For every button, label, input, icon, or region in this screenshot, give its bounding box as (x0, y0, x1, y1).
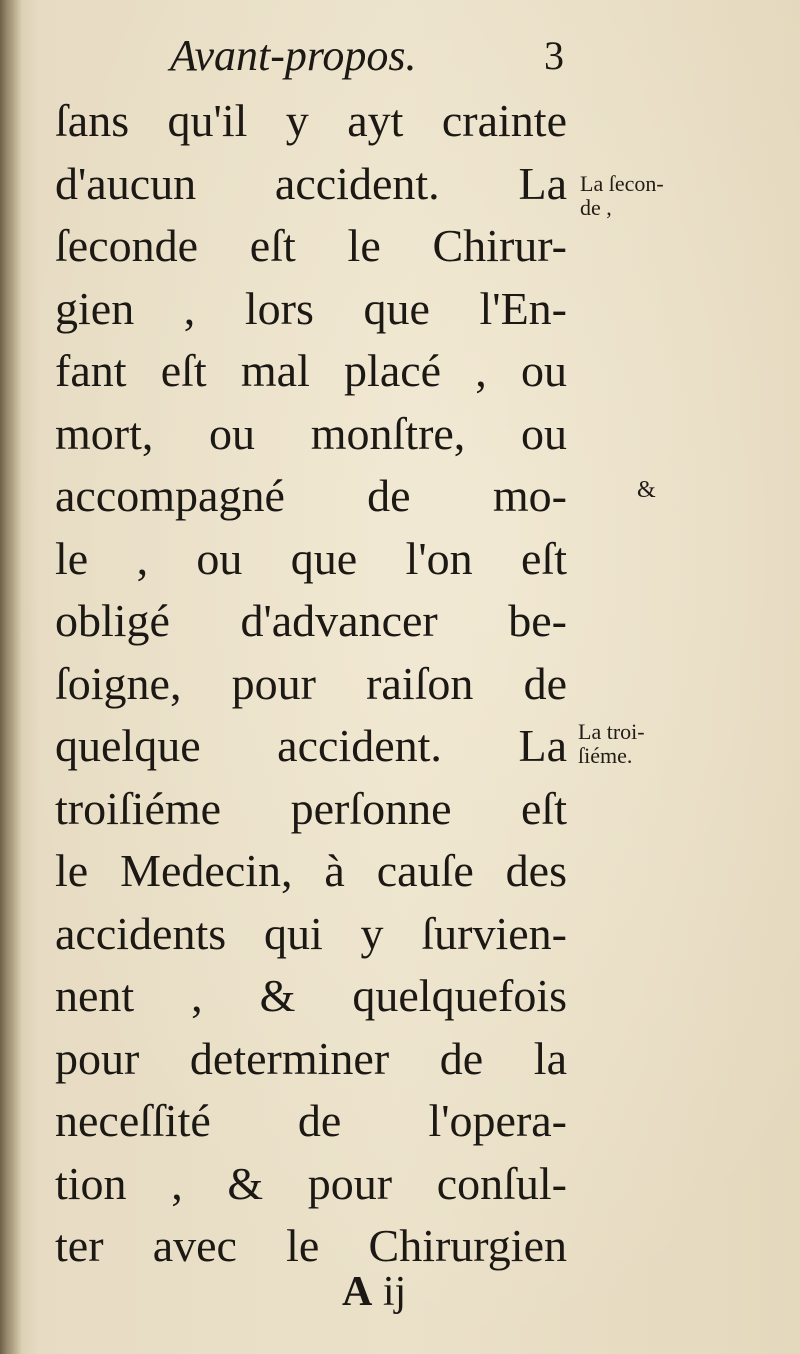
page-gutter-shadow (0, 0, 22, 1354)
text-line: ſeconde eſt le Chirur- (55, 220, 567, 271)
text-line: quelque accident. La (55, 720, 567, 771)
text-line: troiſiéme perſonne eſt (55, 782, 567, 834)
text-line: tion , & pour conſul- (55, 1157, 567, 1209)
text-line: le Medecin, à cauſe des (55, 845, 567, 896)
text-line: fant eſt mal placé , ou (55, 345, 567, 396)
margin-note-line: de , (580, 195, 612, 220)
text-line: mort, ou monſtre, ou (55, 407, 567, 459)
page-number: 3 (544, 33, 564, 78)
signature-letter: A (342, 1269, 373, 1315)
text-line: d'aucun accident. La (55, 157, 567, 209)
text-line: ſoigne, pour raiſon de (55, 657, 567, 709)
text-line: ter avec le Chirurgien (55, 1220, 567, 1271)
text-line: le , ou que l'on eſt (55, 532, 567, 584)
text-line: nent , & quelquefois (55, 970, 567, 1021)
running-title: Avant-propos. (170, 31, 417, 80)
text-line: pour determiner de la (55, 1032, 567, 1084)
text-line: accompagné de mo- (55, 470, 567, 521)
margin-note-line: La troi- (578, 719, 645, 744)
margin-note-ampersand (637, 478, 656, 502)
margin-note-seconde (580, 172, 664, 220)
margin-note-line: La ſecon- (580, 171, 664, 196)
text-line: neceſſité de l'opera- (55, 1095, 567, 1146)
margin-note-line: & (637, 477, 656, 503)
body-text (55, 90, 567, 1278)
signature-mark (342, 1262, 406, 1322)
running-head (0, 26, 800, 86)
text-line: ſans qu'il y ayt crainte (55, 95, 567, 146)
margin-note-troisieme (578, 720, 645, 768)
text-line: gien , lors que l'En- (55, 282, 567, 334)
margin-note-line: ſiéme. (578, 743, 633, 768)
text-line: accidents qui y ſurvien- (55, 907, 567, 959)
text-line: obligé d'advancer be- (55, 595, 567, 646)
signature-number: ij (382, 1269, 407, 1315)
